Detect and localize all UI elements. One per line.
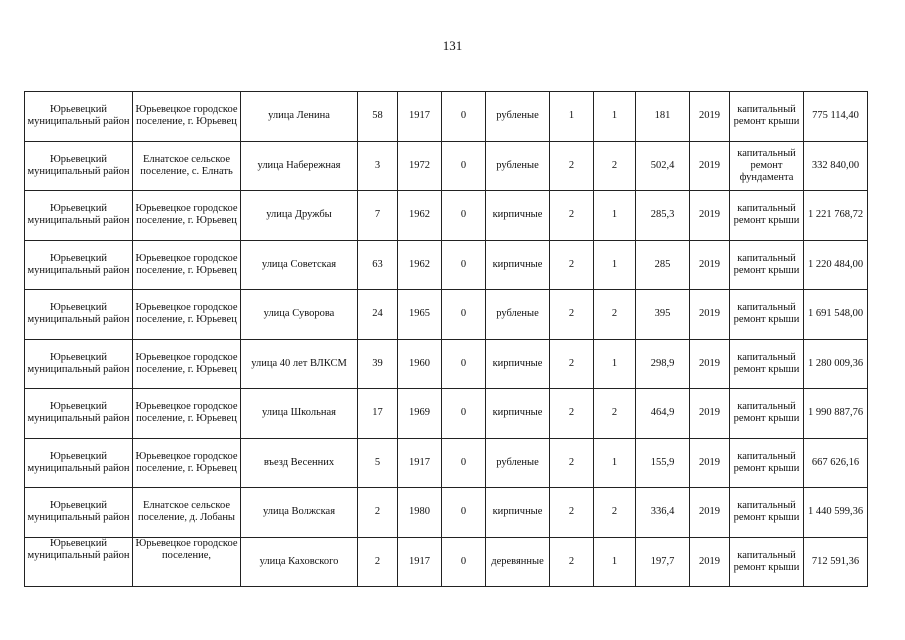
street-cell: улица Ленина (241, 92, 358, 142)
street-cell: улица 40 лет ВЛКСМ (241, 339, 358, 389)
house-number-cell: 17 (358, 389, 398, 439)
entrances-cell: 1 (594, 339, 636, 389)
settlement-cell: Елнатское сельское поселение, д. Лобаны (133, 488, 241, 538)
district-cell: Юрьевецкий муниципальный район (25, 290, 133, 340)
area-cell: 336,4 (636, 488, 690, 538)
settlement-cell: Елнатское сельское поселение, с. Елнать (133, 141, 241, 191)
area-cell: 155,9 (636, 438, 690, 488)
wall-material-cell: кирпичные (486, 389, 550, 439)
work-type-cell: капитальный ремонт крыши (730, 92, 804, 142)
cost-cell: 1 440 599,36 (804, 488, 868, 538)
entrances-cell: 2 (594, 290, 636, 340)
house-number-cell: 58 (358, 92, 398, 142)
entrances-cell: 1 (594, 438, 636, 488)
work-type-cell: капитальный ремонт крыши (730, 537, 804, 587)
work-type-cell: капитальный ремонт крыши (730, 240, 804, 290)
cost-cell: 1 691 548,00 (804, 290, 868, 340)
house-number-cell: 5 (358, 438, 398, 488)
wall-material-cell: кирпичные (486, 339, 550, 389)
wall-material-cell: кирпичные (486, 488, 550, 538)
cost-cell: 1 990 887,76 (804, 389, 868, 439)
table-row (25, 240, 868, 290)
table-row (25, 438, 868, 488)
area-cell: 285 (636, 240, 690, 290)
street-cell: улица Волжская (241, 488, 358, 538)
district-cell: Юрьевецкий муниципальный район (25, 488, 133, 538)
cost-cell: 1 220 484,00 (804, 240, 868, 290)
work-type-cell: капитальный ремонт крыши (730, 191, 804, 241)
wall-material-cell: деревянные (486, 537, 550, 587)
cost-cell: 775 114,40 (804, 92, 868, 142)
zero-cell: 0 (442, 389, 486, 439)
floors-cell: 2 (550, 141, 594, 191)
district-cell: Юрьевецкий муниципальный район (25, 92, 133, 142)
build-year-cell: 1980 (398, 488, 442, 538)
build-year-cell: 1969 (398, 389, 442, 439)
area-cell: 464,9 (636, 389, 690, 439)
table-row (25, 488, 868, 538)
cost-cell: 1 221 768,72 (804, 191, 868, 241)
street-cell: улица Школьная (241, 389, 358, 439)
floors-cell: 2 (550, 191, 594, 241)
build-year-cell: 1917 (398, 92, 442, 142)
cost-cell: 1 280 009,36 (804, 339, 868, 389)
cost-cell: 712 591,36 (804, 537, 868, 587)
zero-cell: 0 (442, 191, 486, 241)
plan-year-cell: 2019 (690, 240, 730, 290)
table-row (25, 389, 868, 439)
table-row (25, 290, 868, 340)
zero-cell: 0 (442, 290, 486, 340)
plan-year-cell: 2019 (690, 488, 730, 538)
work-type-cell: капитальный ремонт крыши (730, 389, 804, 439)
settlement-cell: Юрьевецкое городское поселение, г. Юрьевец (133, 92, 241, 142)
zero-cell: 0 (442, 141, 486, 191)
floors-cell: 2 (550, 240, 594, 290)
entrances-cell: 1 (594, 191, 636, 241)
page-number: 131 (442, 38, 463, 53)
floors-cell: 1 (550, 92, 594, 142)
zero-cell: 0 (442, 339, 486, 389)
house-number-cell: 3 (358, 141, 398, 191)
settlement-cell: Юрьевецкое городское поселение, г. Юрьевец (133, 389, 241, 439)
settlement-cell: Юрьевецкое городское поселение, г. Юрьевец (133, 290, 241, 340)
table-row (25, 191, 868, 241)
wall-material-cell: кирпичные (486, 191, 550, 241)
zero-cell: 0 (442, 438, 486, 488)
zero-cell: 0 (442, 537, 486, 587)
plan-year-cell: 2019 (690, 141, 730, 191)
entrances-cell: 2 (594, 488, 636, 538)
plan-year-cell: 2019 (690, 92, 730, 142)
wall-material-cell: кирпичные (486, 240, 550, 290)
build-year-cell: 1972 (398, 141, 442, 191)
district-cell: Юрьевецкий муниципальный район (25, 141, 133, 191)
build-year-cell: 1965 (398, 290, 442, 340)
plan-year-cell: 2019 (690, 290, 730, 340)
floors-cell: 2 (550, 488, 594, 538)
area-cell: 395 (636, 290, 690, 340)
area-cell: 181 (636, 92, 690, 142)
area-cell: 502,4 (636, 141, 690, 191)
district-cell: Юрьевецкий муниципальный район (25, 389, 133, 439)
build-year-cell: 1962 (398, 240, 442, 290)
wall-material-cell: рубленые (486, 92, 550, 142)
floors-cell: 2 (550, 438, 594, 488)
table-row (25, 141, 868, 191)
floors-cell: 2 (550, 537, 594, 587)
work-type-cell: капитальный ремонт крыши (730, 339, 804, 389)
build-year-cell: 1917 (398, 537, 442, 587)
street-cell: улица Набережная (241, 141, 358, 191)
entrances-cell: 1 (594, 240, 636, 290)
table-row (25, 339, 868, 389)
cost-cell: 332 840,00 (804, 141, 868, 191)
plan-year-cell: 2019 (690, 537, 730, 587)
floors-cell: 2 (550, 389, 594, 439)
build-year-cell: 1962 (398, 191, 442, 241)
plan-year-cell: 2019 (690, 191, 730, 241)
zero-cell: 0 (442, 92, 486, 142)
cost-cell: 667 626,16 (804, 438, 868, 488)
house-number-cell: 2 (358, 537, 398, 587)
settlement-cell: Юрьевецкое городское поселение, г. Юрьевец (133, 438, 241, 488)
table-row (25, 92, 868, 142)
plan-year-cell: 2019 (690, 389, 730, 439)
floors-cell: 2 (550, 339, 594, 389)
district-cell: Юрьевецкий муниципальный район (25, 438, 133, 488)
district-cell: Юрьевецкий муниципальный район (25, 339, 133, 389)
house-number-cell: 24 (358, 290, 398, 340)
build-year-cell: 1960 (398, 339, 442, 389)
plan-year-cell: 2019 (690, 339, 730, 389)
street-cell: улица Советская (241, 240, 358, 290)
table-row (25, 537, 868, 587)
wall-material-cell: рубленые (486, 438, 550, 488)
entrances-cell: 2 (594, 141, 636, 191)
house-number-cell: 2 (358, 488, 398, 538)
table-body (25, 92, 868, 587)
entrances-cell: 2 (594, 389, 636, 439)
plan-year-cell: 2019 (690, 438, 730, 488)
house-number-cell: 7 (358, 191, 398, 241)
house-number-cell: 63 (358, 240, 398, 290)
area-cell: 285,3 (636, 191, 690, 241)
work-type-cell: капитальный ремонт крыши (730, 488, 804, 538)
house-number-cell: 39 (358, 339, 398, 389)
street-cell: улица Каховского (241, 537, 358, 587)
wall-material-cell: рубленые (486, 141, 550, 191)
settlement-cell: Юрьевецкое городское поселение, г. Юрьевец (133, 191, 241, 241)
street-cell: улица Суворова (241, 290, 358, 340)
district-cell: Юрьевецкий муниципальный район (25, 191, 133, 241)
housing-repair-table (24, 91, 868, 587)
work-type-cell: капитальный ремонт крыши (730, 290, 804, 340)
district-cell: Юрьевецкий муниципальный район (25, 537, 133, 587)
street-cell: въезд Весенних (241, 438, 358, 488)
entrances-cell: 1 (594, 537, 636, 587)
zero-cell: 0 (442, 488, 486, 538)
area-cell: 197,7 (636, 537, 690, 587)
street-cell: улица Дружбы (241, 191, 358, 241)
entrances-cell: 1 (594, 92, 636, 142)
area-cell: 298,9 (636, 339, 690, 389)
work-type-cell: капитальный ремонт фундамента (730, 141, 804, 191)
settlement-cell: Юрьевецкое городское поселение, г. Юрьевец (133, 339, 241, 389)
build-year-cell: 1917 (398, 438, 442, 488)
floors-cell: 2 (550, 290, 594, 340)
district-cell: Юрьевецкий муниципальный район (25, 240, 133, 290)
wall-material-cell: рубленые (486, 290, 550, 340)
zero-cell: 0 (442, 240, 486, 290)
settlement-cell: Юрьевецкое городское поселение, (133, 537, 241, 587)
work-type-cell: капитальный ремонт крыши (730, 438, 804, 488)
settlement-cell: Юрьевецкое городское поселение, г. Юрьевец (133, 240, 241, 290)
